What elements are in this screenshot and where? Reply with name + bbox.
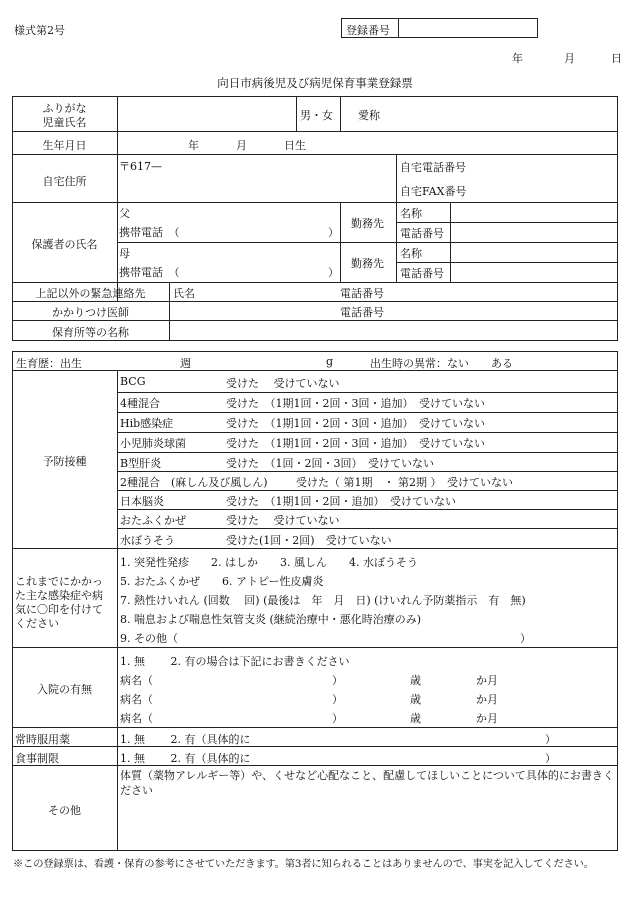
vaccine-name: Hib感染症 — [120, 417, 174, 430]
growth-label: 生育歴：出生 — [16, 357, 82, 370]
vaccine-name: 2種混合 (麻しん及び風しん) — [120, 476, 268, 489]
father-workplace-label: 勤務先 — [351, 217, 384, 230]
vaccine-status[interactable]: 受けた （1期1回・2回・3回・追加） 受けていない — [226, 417, 485, 430]
illness-option[interactable]: 7. 熱性けいれん (回数 回) (最後は 年 月 日) (けいれん予防薬指示 有 無) — [120, 594, 526, 607]
father-mobile-label: 携帯電話 （ — [119, 226, 180, 239]
page-title: 向日市病後児及び病児保育事業登録票 — [217, 76, 413, 90]
hosp-disease-close: ） — [332, 674, 343, 687]
postal-code[interactable]: 〒617— — [119, 160, 162, 173]
birthdate-label: 生年月日 — [42, 139, 87, 152]
father-label: 父 — [119, 207, 130, 220]
vaccine-status[interactable]: 受けた 受けていない — [226, 377, 340, 390]
regular-medicine-selector[interactable]: 1. 無 2. 有（具体的に — [120, 733, 251, 746]
vaccine-name: 小児肺炎球菌 — [120, 437, 186, 450]
vaccine-name: BCG — [120, 375, 146, 388]
vaccine-status[interactable]: 受けた(1回・2回) 受けていない — [226, 534, 392, 547]
mother-wp-tel-label: 電話番号 — [400, 267, 444, 280]
vaccine-name: B型肝炎 — [120, 457, 162, 470]
hosp-disease-label: 病名（ — [120, 712, 153, 725]
mother-wp-name-label: 名称 — [400, 247, 422, 260]
birth-abnormality-selector[interactable]: 出生時の異常：ない ある — [370, 357, 513, 370]
hospitalization-label: 入院の有無 — [37, 683, 92, 696]
vaccine-name: 水ぼうそう — [120, 534, 175, 547]
emergency-name-label: 氏名 — [173, 287, 195, 300]
other-instructions[interactable]: 体質（薬物アレルギー等）や、くせなど心配なこと、配慮してほしいことについて具体的にお書きください — [120, 769, 614, 797]
vaccine-status[interactable]: 受けた 受けていない — [226, 514, 340, 527]
hosp-months: か月 — [476, 693, 498, 706]
emergency-tel-label: 電話番号 — [340, 287, 384, 300]
vaccine-status[interactable]: 受けた（ 第1期 ・ 第2期 ） 受けていない — [296, 476, 513, 489]
birth-month: 月 — [236, 139, 247, 152]
other-label: その他 — [48, 804, 81, 817]
hosp-months: か月 — [476, 674, 498, 687]
illness-label: 気に〇印を付けて — [15, 603, 103, 616]
illness-label: た主な感染症や病 — [15, 589, 103, 602]
vaccine-name: おたふくかぜ — [120, 514, 186, 527]
birth-day: 日生 — [284, 139, 306, 152]
birth-year: 年 — [188, 139, 199, 152]
footer-note: ※この登録票は、看護・保育の参考にさせていただきます。第3者に知られることはありませんので、事実を記入してください。 — [13, 858, 594, 870]
diet-restriction-selector[interactable]: 1. 無 2. 有（具体的に — [120, 752, 251, 765]
hosp-age: 歳 — [410, 712, 421, 725]
vaccine-status[interactable]: 受けた （1回・2回・3回） 受けていない — [226, 457, 434, 470]
child-name-label: 児童氏名 — [42, 116, 87, 129]
hosp-disease-close: ） — [332, 712, 343, 725]
vaccine-name: 4種混合 — [120, 397, 160, 410]
vaccine-status[interactable]: 受けた （1期1回・2回・3回・追加） 受けていない — [226, 397, 485, 410]
vaccine-name: 日本脳炎 — [120, 495, 164, 508]
illness-option[interactable]: 8. 喘息および喘息性気管支炎 (継続治療中・悪化時治療のみ) — [120, 613, 422, 626]
illness-option[interactable]: 1. 突発性発疹 2. はしか 3. 風しん 4. 水ぼうそう — [120, 556, 418, 569]
date-year: 年 — [512, 52, 523, 65]
illness-option[interactable]: 9. その他（ — [120, 632, 178, 645]
emergency-label: 上記以外の緊急連絡先 — [35, 287, 146, 300]
father-wp-tel-label: 電話番号 — [400, 227, 444, 240]
date-month: 月 — [564, 52, 575, 65]
hosp-disease-label: 病名（ — [120, 693, 153, 706]
mother-mobile-close: ） — [328, 266, 339, 279]
illness-label: これまでにかかっ — [15, 575, 103, 588]
date-day: 日 — [611, 52, 622, 65]
hosp-age: 歳 — [410, 674, 421, 687]
diet-restriction-close: ） — [545, 752, 556, 765]
growth-grams: g — [326, 355, 334, 368]
hospitalization-selector[interactable]: 1. 無 2. 有の場合は下記にお書きください — [120, 655, 350, 668]
father-mobile-close: ） — [328, 226, 339, 239]
regular-medicine-close: ） — [545, 733, 556, 746]
hosp-age: 歳 — [410, 693, 421, 706]
guardian-label: 保護者の氏名 — [31, 238, 98, 251]
illness-other-close: ） — [520, 632, 531, 645]
father-wp-name-label: 名称 — [400, 207, 422, 220]
illness-option[interactable]: 5. おたふくかぜ 6. アトピー性皮膚炎 — [120, 575, 324, 588]
vaccination-label: 予防接種 — [42, 455, 87, 468]
nursery-label: 保育所等の名称 — [52, 326, 129, 339]
doctor-tel-label: 電話番号 — [340, 306, 384, 319]
registration-number-label: 登録番号 — [346, 24, 390, 37]
nickname-label: 愛称 — [358, 109, 380, 122]
doctor-label: かかりつけ医師 — [52, 306, 129, 319]
form-number: 様式第2号 — [14, 24, 65, 37]
growth-weeks: 週 — [180, 357, 191, 370]
furigana-label: ふりがな — [42, 102, 87, 115]
child-name-field[interactable] — [118, 100, 294, 128]
illness-label: ください — [15, 617, 59, 630]
diet-restriction-label: 食事制限 — [15, 752, 59, 765]
vaccine-status[interactable]: 受けた （1期1回・2回・追加） 受けていない — [226, 495, 456, 508]
hosp-disease-label: 病名（ — [120, 674, 153, 687]
mother-workplace-label: 勤務先 — [351, 257, 384, 270]
mother-label: 母 — [119, 247, 130, 260]
regular-medicine-label: 常時服用薬 — [15, 733, 70, 746]
hosp-disease-close: ） — [332, 693, 343, 706]
sex-selector[interactable]: 男・女 — [300, 109, 333, 122]
hosp-months: か月 — [476, 712, 498, 725]
address-label: 自宅住所 — [42, 175, 87, 188]
vaccine-status[interactable]: 受けた （1期1回・2回・3回・追加） 受けていない — [226, 437, 485, 450]
mother-mobile-label: 携帯電話 （ — [119, 266, 180, 279]
home-fax-label: 自宅FAX番号 — [400, 185, 467, 198]
home-tel-label: 自宅電話番号 — [400, 161, 466, 174]
